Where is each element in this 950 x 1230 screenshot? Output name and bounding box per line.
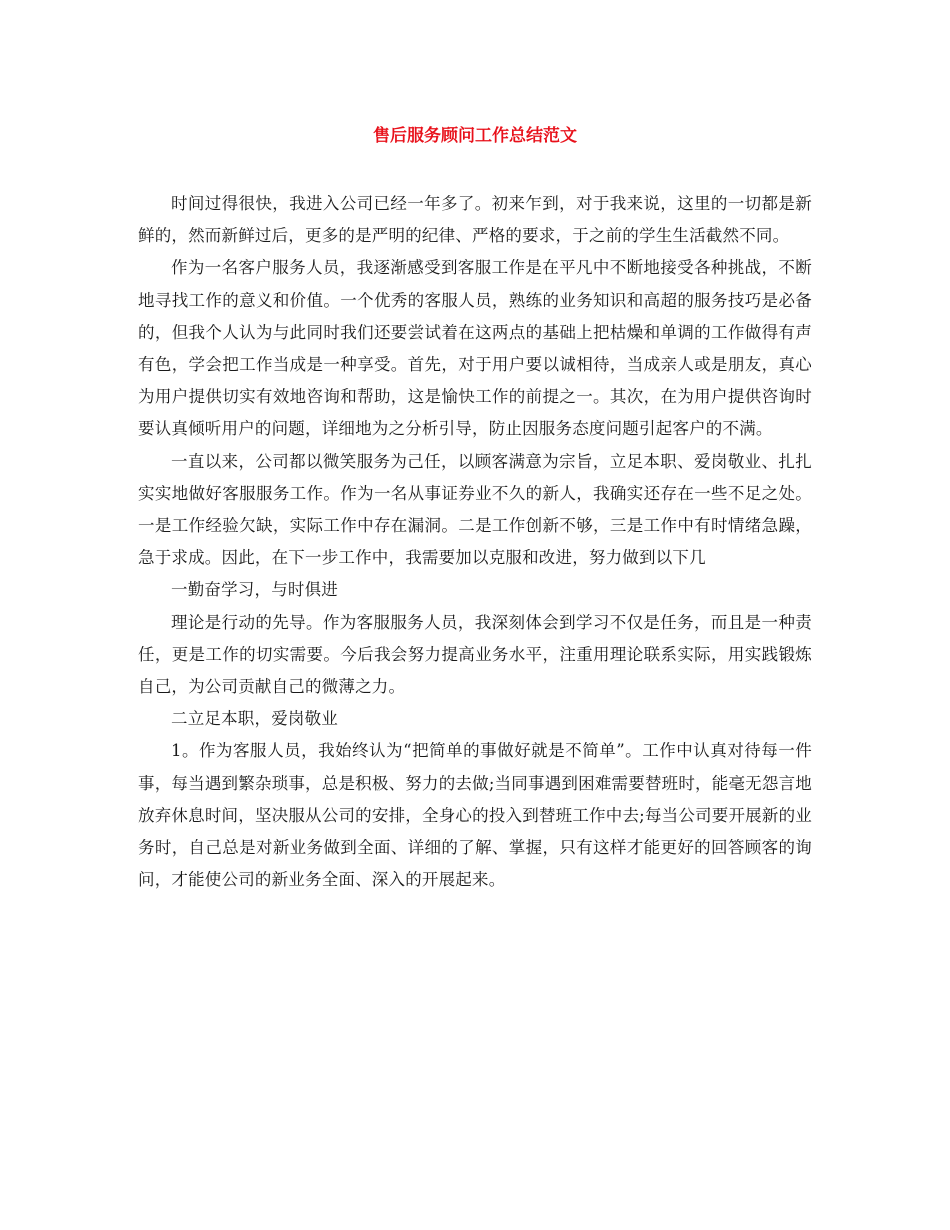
document-title: 售后服务顾问工作总结范文 (373, 126, 577, 146)
paragraph-shortcomings: 一直以来，公司都以微笑服务为己任，以顾客满意为宗旨，立足本职、爱岗敬业、扎扎实实地做好客服服务工作。作为一名从事证券业不久的新人，我确实还存在一些不足之处。一是工作经验欠缺，实际工作中存在漏洞。二是工作创新不够，三是工作中有时情绪急躁，急于求成。因此，在下一步工作中，我需要加以克服和改进，努力做到以下几 (138, 451, 812, 568)
paragraph-dedication: 1。作为客服人员，我始终认为“把简单的事做好就是不简单”。工作中认真对待每一件事，每当遇到繁杂琐事，总是积极、努力的去做;当同事遇到困难需要替班时，能毫无怨言地放弃休息时间，坚决服从公司的安排，全身心的投入到替班工作中去;每当公司要开展新的业务时，自己总是对新业务做到全面、详细的了解、掌握，只有这样才能更好的回答顾客的询问，才能使公司的新业务全面、深入的开展起来。 (138, 741, 812, 890)
paragraph-customer-service: 作为一名客户服务人员，我逐渐感受到客服工作是在平凡中不断地接受各种挑战，不断地寻找工作的意义和价值。一个优秀的客服人员，熟练的业务知识和高超的服务技巧是必备的，但我个人认为与此同时我们还要尝试着在这两点的基础上把枯燥和单调的工作做得有声有色，学会把工作当成是一种享受。首先，对于用户要以诚相待，当成亲人或是朋友，真心为用户提供切实有效地咨询和帮助，这是愉快工作的前提之一。其次，在为用户提供咨询时要认真倾听用户的问题，详细地为之分析引导，防止因服务态度问题引起客户的不满。 (138, 258, 812, 439)
paragraph-study: 理论是行动的先导。作为客服服务人员，我深刻体会到学习不仅是任务，而且是一种责任，更是工作的切实需要。今后我会努力提高业务水平，注重用理论联系实际，用实践锻炼自己，为公司贡献自己的微薄之力。 (138, 612, 812, 697)
section-heading-study: 一勤奋学习，与时俱进 (171, 580, 338, 600)
section-heading-dedication: 二立足本职，爱岗敬业 (171, 709, 338, 729)
paragraph-intro: 时间过得很快，我进入公司已经一年多了。初来乍到，对于我来说，这里的一切都是新鲜的，然而新鲜过后，更多的是严明的纪律、严格的要求，于之前的学生生活截然不同。 (138, 194, 812, 246)
document-body (138, 188, 812, 896)
